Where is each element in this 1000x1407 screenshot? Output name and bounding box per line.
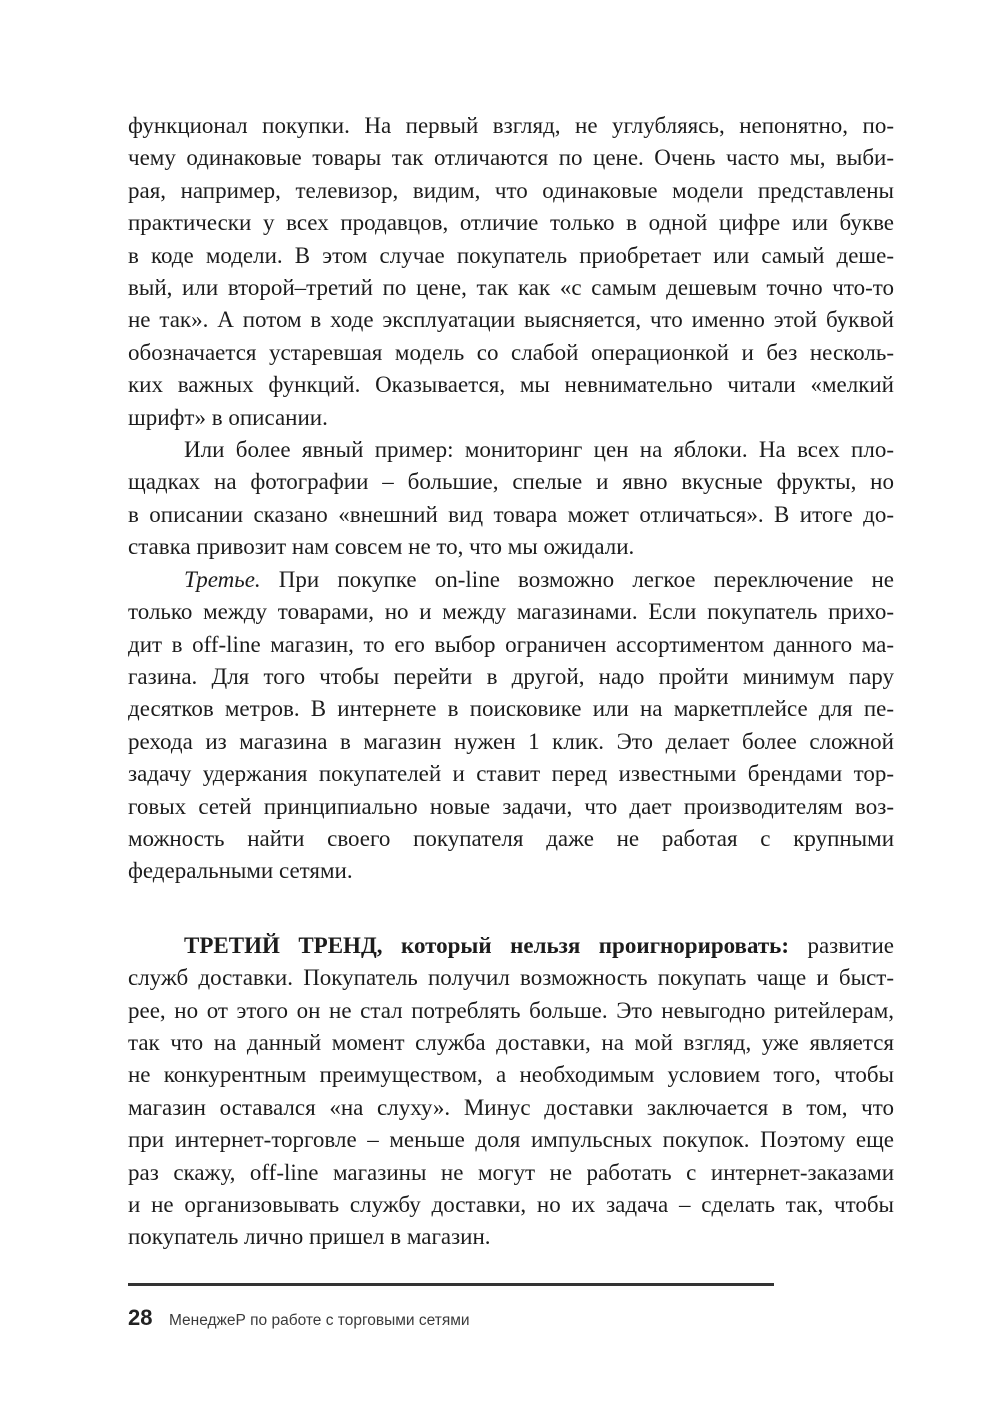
paragraph-4-line: рее, но от этого он не стал потреблять больше. Это невыгодно ритейлерам,	[128, 997, 894, 1023]
paragraph-1-line: чему одинаковые товары так отличаются по цене. Очень часто мы, выби-	[128, 145, 894, 171]
paragraph-1-line: ких важных функций. Оказывается, мы невнимательно читали «мелкий	[128, 372, 894, 398]
paragraph-2-line: в описании сказано «внешний вид товара может отличаться». В итоге до-	[128, 501, 894, 527]
paragraph-1-line: в коде модели. В этом случае покупатель приобретает или самый деше-	[128, 242, 894, 268]
paragraph-2-line: Или более явный пример: мониторинг цен на яблоки. На всех пло-	[184, 437, 894, 463]
paragraph-4-line: так что на данный момент служба доставки, на мой взгляд, уже является	[128, 1029, 894, 1055]
paragraph-3-line: дит в off-line магазин, то его выбор ограничен ассортиментом данного ма-	[128, 631, 894, 657]
paragraph-4-lead-rest: развитие	[789, 932, 895, 958]
paragraph-2-line: щадках на фотографии – большие, спелые и явно вкусные фрукты, но	[128, 469, 894, 495]
paragraph-4-first-line	[128, 930, 894, 962]
paragraph-4-line: покупатель лично пришел в магазин.	[128, 1224, 491, 1250]
paragraph-1-line: вый, или второй–третий по цене, так как «с самым дешевым точно что-то	[128, 275, 894, 301]
paragraph-4-line: магазин оставался «на слуху». Минус доставки заключается в том, что	[128, 1094, 894, 1120]
paragraph-3-line: газина. Для того чтобы перейти в другой, надо пройти минимум пару	[128, 663, 894, 689]
paragraph-4-line: служб доставки. Покупатель получил возможность покупать чаще и быст-	[128, 965, 894, 991]
paragraph-4-line: раз скажу, off-line магазины не могут не работать с интернет-заказами	[128, 1159, 894, 1185]
paragraph-3-first-line	[128, 564, 894, 596]
paragraph-4-line: не конкурентным преимуществом, а необходимым условием того, чтобы	[128, 1062, 894, 1088]
running-title: МенеджеР по работе с торговыми сетями	[168, 1312, 470, 1329]
paragraph-3	[128, 564, 894, 888]
paragraph-3-line: федеральными сетями.	[128, 858, 353, 884]
page-body	[128, 110, 894, 1254]
paragraph-4	[128, 930, 894, 1254]
page-number: 28	[128, 1305, 153, 1330]
paragraph-1-line: шрифт» в описании.	[128, 404, 328, 430]
page-footer	[128, 1305, 470, 1331]
paragraph-3-line: задачу удержания покупателей и ставит перед известными брендами тор-	[128, 761, 894, 787]
paragraph-3-line: можность найти своего покупателя даже не работая с крупными	[128, 825, 894, 851]
paragraph-3-line: говых сетей принципиально новые задачи, что дает производителям воз-	[128, 793, 894, 819]
paragraph-3-line: десятков метров. В интернете в поисковике или на маркетплейсе для пе-	[128, 696, 894, 722]
paragraph-3-lead-rest: При покупке on-line возможно легкое переключение не	[260, 566, 894, 592]
paragraph-1-line: рая, например, телевизор, видим, что одинаковые модели представлены	[128, 177, 894, 203]
paragraph-2	[128, 434, 894, 564]
paragraph-3-line: только между товарами, но и между магазинами. Если покупатель прихо-	[128, 599, 894, 625]
paragraph-1-line: обозначается устаревшая модель со слабой операционкой и без несколь-	[128, 339, 894, 365]
paragraph-1-line: не так». А потом в ходе эксплуатации выясняется, что именно этой буквой	[128, 307, 894, 333]
paragraph-2-line: ставка привозит нам совсем не то, что мы ожидали.	[128, 534, 635, 560]
trend-heading: ТРЕТИЙ ТРЕНД, который нельзя проигнорировать:	[184, 932, 789, 958]
paragraph-1	[128, 110, 894, 434]
paragraph-3-line: рехода из магазина в магазин нужен 1 клик. Это делает более сложной	[128, 728, 894, 754]
section-gap	[128, 888, 894, 930]
paragraph-4-line: при интернет-торговле – меньше доля импульсных покупок. Поэтому еще	[128, 1127, 894, 1153]
paragraph-1-line: функционал покупки. На первый взгляд, не углубляясь, непонятно, по-	[128, 113, 894, 138]
paragraph-4-line: и не организовывать службу доставки, но их задача – сделать так, чтобы	[128, 1192, 894, 1217]
paragraph-1-line: практически у всех продавцов, отличие только в одной цифре или букве	[128, 210, 894, 236]
paragraph-3-lead: Третье.	[184, 566, 261, 592]
footer-divider	[128, 1283, 774, 1286]
